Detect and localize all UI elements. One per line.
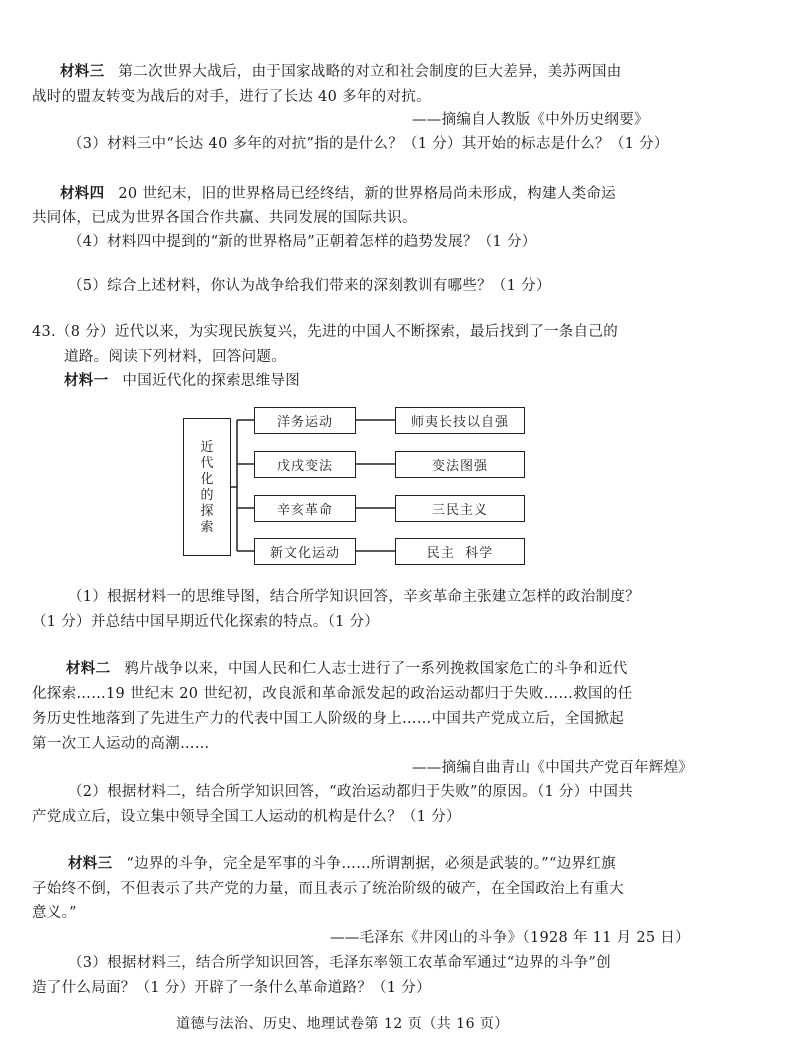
material4-line1: 材料四 20 世纪末，旧的世界格局已经终结，新的世界格局尚未形成，构建人类命运	[60, 185, 616, 202]
page-footer: 道德与法治、历史、地理试卷第 12 页（共 16 页）	[176, 1016, 509, 1032]
mindmap-event-wuxu: 戊戌变法	[254, 451, 356, 478]
question-43-3-line2: 造了什么局面？（1 分）开辟了一条什么革命道路？（1 分）	[32, 980, 431, 996]
mindmap-idea-sanmin: 三民主义	[395, 495, 525, 522]
material3-ww2-line2: 战时的盟友转变为战后的对手，进行了长达 40 多年的对抗。	[32, 89, 431, 105]
mindmap-idea-bianfa: 变法图强	[395, 451, 525, 478]
material-label: 材料四	[60, 185, 105, 202]
material3-ww2-source: ——摘编自人教版《中外历史纲要》	[412, 112, 649, 128]
question-42-3: （3）材料三中“长达 40 多年的对抗”指的是什么？（1 分）其开始的标志是什么？（1 分）	[68, 136, 669, 152]
material3-mao-line1: 材料三 “边界的斗争，完全是军事的斗争……所谓割据，必须是武装的。”“边界红旗	[68, 855, 616, 872]
material2-line2: 化探索……19 世纪末 20 世纪初，改良派和革命派发起的政治运动都归于失败……救国的任	[32, 686, 633, 702]
question-43-3-line1: （3）根据材料三，结合所学知识回答，毛泽东率领工农革命军通过“边界的斗争”创	[68, 955, 611, 971]
mindmap-event-xinwenhua: 新文化运动	[254, 538, 356, 565]
material2-line1: 材料二 鸦片战争以来，中国人民和仁人志士进行了一系列挽救国家危亡的斗争和近代	[66, 660, 628, 677]
mindmap-idea-ziqiang: 师夷长技以自强	[395, 407, 525, 434]
material2-line3: 务历史性地落到了先进生产力的代表中国工人阶级的身上……中国共产党成立后，全国掀起	[32, 711, 624, 727]
material-label: 材料三	[68, 855, 113, 872]
material1-caption-line: 材料一 中国近代化的探索思维导图	[64, 372, 301, 389]
question-43-1-line2: （1 分）并总结中国早期近代化探索的特点。（1 分）	[32, 614, 380, 630]
mindmap-event-xinhai: 辛亥革命	[254, 495, 356, 522]
material3-mao-line3: 意义。”	[32, 905, 77, 921]
question-43-1-line1: （1）根据材料一的思维导图，结合所学知识回答，辛亥革命主张建立怎样的政治制度？	[68, 589, 640, 605]
material2-source: ——摘编自曲青山《中国共产党百年辉煌》	[412, 760, 694, 776]
question-43-2-line2: 产党成立后，设立集中领导全国工人运动的机构是什么？（1 分）	[32, 809, 461, 825]
question-43-2-line1: （2）根据材料二，结合所学知识回答，“政治运动都归于失败”的原因。（1 分）中国共	[68, 784, 633, 800]
material-label: 材料三	[60, 63, 105, 80]
material3-ww2-line1: 材料三 第二次世界大战后，由于国家战略的对立和社会制度的巨大差异，美苏两国由	[60, 63, 622, 80]
mindmap-root-label: 近代化的探索	[200, 440, 214, 535]
question-42-5: （5）综合上述材料，你认为战争给我们带来的深刻教训有哪些？（1 分）	[68, 278, 551, 294]
question-42-4: （4）材料四中提到的“新的世界格局”正朝着怎样的趋势发展？（1 分）	[68, 234, 537, 250]
mindmap-idea-minzhu: 民主 科学	[395, 538, 525, 565]
material-label: 材料一	[64, 372, 109, 389]
mindmap-event-yangwu: 洋务运动	[254, 407, 356, 434]
material4-line2: 共同体，已成为世界各国合作共赢、共同发展的国际共识。	[32, 210, 417, 226]
material2-line4: 第一次工人运动的高潮……	[32, 736, 210, 752]
material3-mao-source: ——毛泽东《井冈山的斗争》（1928 年 11 月 25 日）	[330, 930, 690, 946]
question-43-line2: 道路。阅读下列材料，回答问题。	[64, 349, 286, 365]
material-label: 材料二	[66, 660, 111, 677]
question-43-line1: 43.（8 分）近代以来，为实现民族复兴，先进的中国人不断探索，最后找到了一条自己的	[32, 324, 618, 340]
material3-mao-line2: 子始终不倒，不但表示了共产党的力量，而且表示了统治阶级的破产，在全国政治上有重大	[32, 881, 624, 897]
